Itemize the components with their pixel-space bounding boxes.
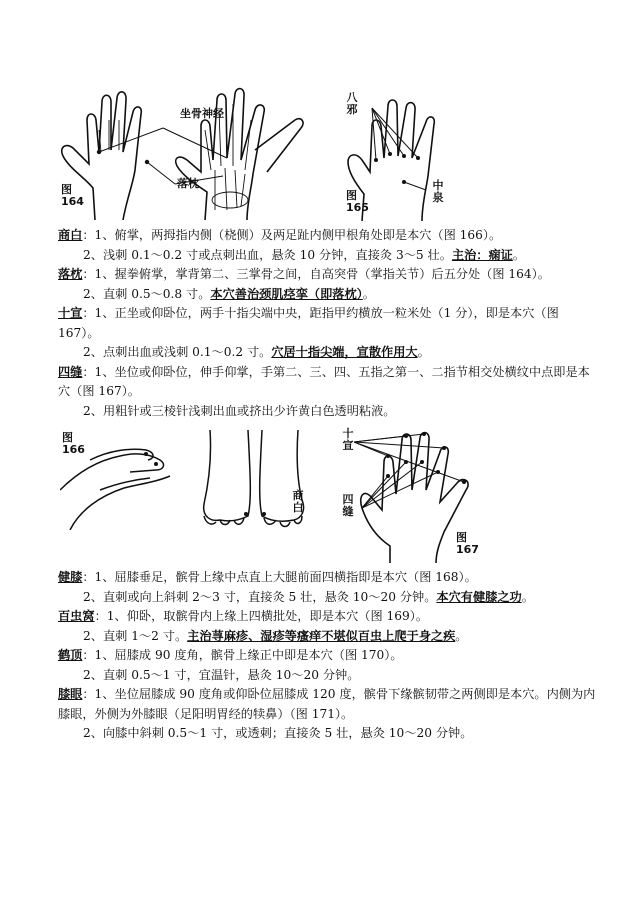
feet-illustration — [190, 430, 320, 530]
hand-back-illustration — [55, 80, 320, 220]
figure-164 — [55, 80, 320, 220]
text-section-2 — [58, 568, 598, 744]
entry-heding-2: 2、直刺 0.5～1 寸，宜温针，悬灸 10～20 分钟。 — [83, 667, 360, 682]
baxie-label: 八邪 — [346, 91, 358, 116]
term-heding: 鹤顶 — [58, 648, 83, 662]
highlight: 本穴有健膝之功 — [436, 589, 522, 604]
highlight: 主治荨麻疹、湿疹等瘙痒不堪似百虫上爬于身之疾 — [187, 628, 456, 643]
figure-165 — [342, 86, 462, 221]
entry-jianxi — [58, 568, 598, 588]
entry-xiyan — [58, 685, 598, 724]
entry-text: ：1、屈膝垂足，髌骨上缘中点直上大腿前面四横指即是本穴（图 168）。 — [82, 570, 477, 584]
entry-jianxi-2: 2、直刺或向上斜刺 2～3 寸，直接灸 5 壮，悬灸 10～20 分钟。本穴有健膝之功。 — [83, 589, 534, 604]
entry-baichongwo — [58, 607, 598, 627]
entry-text: ：1、正坐或仰卧位，两手十指尖端中央，距指甲约横放一粒米处（1 分），即是本穴（图 167）。 — [58, 306, 559, 340]
entry-shixuan-2: 2、点刺出血或浅刺 0.1～0.2 寸。穴居十指尖端，宣散作用大。 — [83, 345, 430, 359]
zhongquan-label: 中泉 — [432, 179, 444, 204]
term-xiyan: 膝眼 — [58, 687, 83, 701]
figure-164-number: 图 164 — [61, 183, 84, 208]
entry-sifeng — [58, 363, 598, 402]
term-sifeng: 四缝 — [58, 364, 83, 379]
figure-166 — [60, 430, 180, 530]
entry-xiyan-2: 2、向膝中斜刺 0.5～1 寸，或透刺；直接灸 5 壮，悬灸 10～20 分钟。 — [83, 726, 473, 740]
shixuan-label: 十宣 — [342, 427, 354, 452]
term-shixuan: 十宣 — [58, 306, 83, 320]
entry-text: ：1、坐位屈膝成 90 度角或仰卧位屈膝成 120 度，髌骨下缘髌韧带之两侧即是本穴。内侧为内膝眼，外侧为外膝眼（足阳明胃经的犊鼻）（图 171）。 — [58, 687, 596, 721]
shangbai-label: 商白 — [292, 489, 304, 514]
sciatic-nerve-label: 坐骨神经 — [180, 107, 224, 120]
entry-shangbai-2: 2、浅刺 0.1～0.2 寸或点刺出血，悬灸 10 分钟，直接灸 3～5 壮。主治：痫证。 — [83, 247, 526, 262]
highlight: 穴居十指尖端，宣散作用大 — [271, 345, 418, 359]
entry-text: ：1、仰卧，取髌骨内上缘上四横批处，即是本穴（图 169）。 — [94, 609, 429, 623]
sifeng-label: 四缝 — [342, 493, 354, 518]
entry-luozhen — [58, 265, 598, 285]
luozhen-label: 落枕 — [177, 177, 199, 190]
entry-luozhen-2: 2、直刺 0.5～0.8 寸。本穴善治颈肌痉挛（即落枕）。 — [83, 286, 375, 301]
highlight: 本穴善治颈肌痉挛（即落枕） — [210, 286, 363, 301]
entry-sifeng-2: 2、用粗针或三棱针浅刺出血或挤出少许黄白色透明粘液。 — [83, 403, 396, 418]
entry-shixuan — [58, 304, 598, 343]
figure-166-number: 图 166 — [62, 431, 85, 456]
term-luozhen: 落枕 — [58, 267, 83, 281]
figure-167 — [340, 428, 480, 563]
entry-text: ：1、俯掌，两拇指内侧（桡侧）及两足趾内侧甲根角处即是本穴（图 166）。 — [82, 228, 502, 242]
entry-text: ：1、坐位或仰卧位，伸手仰掌，手第二、三、四、五指之第一、二指节相交处横纹中点即是本穴（图 167）。 — [58, 364, 590, 398]
entry-heding — [58, 646, 598, 666]
term-jianxi: 健膝 — [58, 570, 83, 584]
term-shangbai: 商白 — [58, 228, 83, 242]
entry-baichongwo-2: 2、直刺 1～2 寸。主治荨麻疹、湿疹等瘙痒不堪似百虫上爬于身之疾。 — [83, 628, 468, 643]
entry-shangbai — [58, 226, 598, 246]
entry-text: ：1、屈膝成 90 度角，髌骨上缘正中即是本穴（图 170）。 — [82, 648, 403, 662]
figure-167-number: 图 167 — [456, 531, 479, 556]
entry-text: ：1、握拳俯掌，掌背第二、三掌骨之间，自高突骨（掌指关节）后五分处（图 164）。 — [82, 267, 550, 281]
figure-feet — [190, 430, 320, 530]
text-section-1 — [58, 226, 598, 421]
figure-165-number: 图 165 — [346, 189, 369, 214]
highlight: 主治：痫证 — [451, 247, 513, 262]
term-baichongwo: 百虫窝 — [58, 609, 95, 623]
